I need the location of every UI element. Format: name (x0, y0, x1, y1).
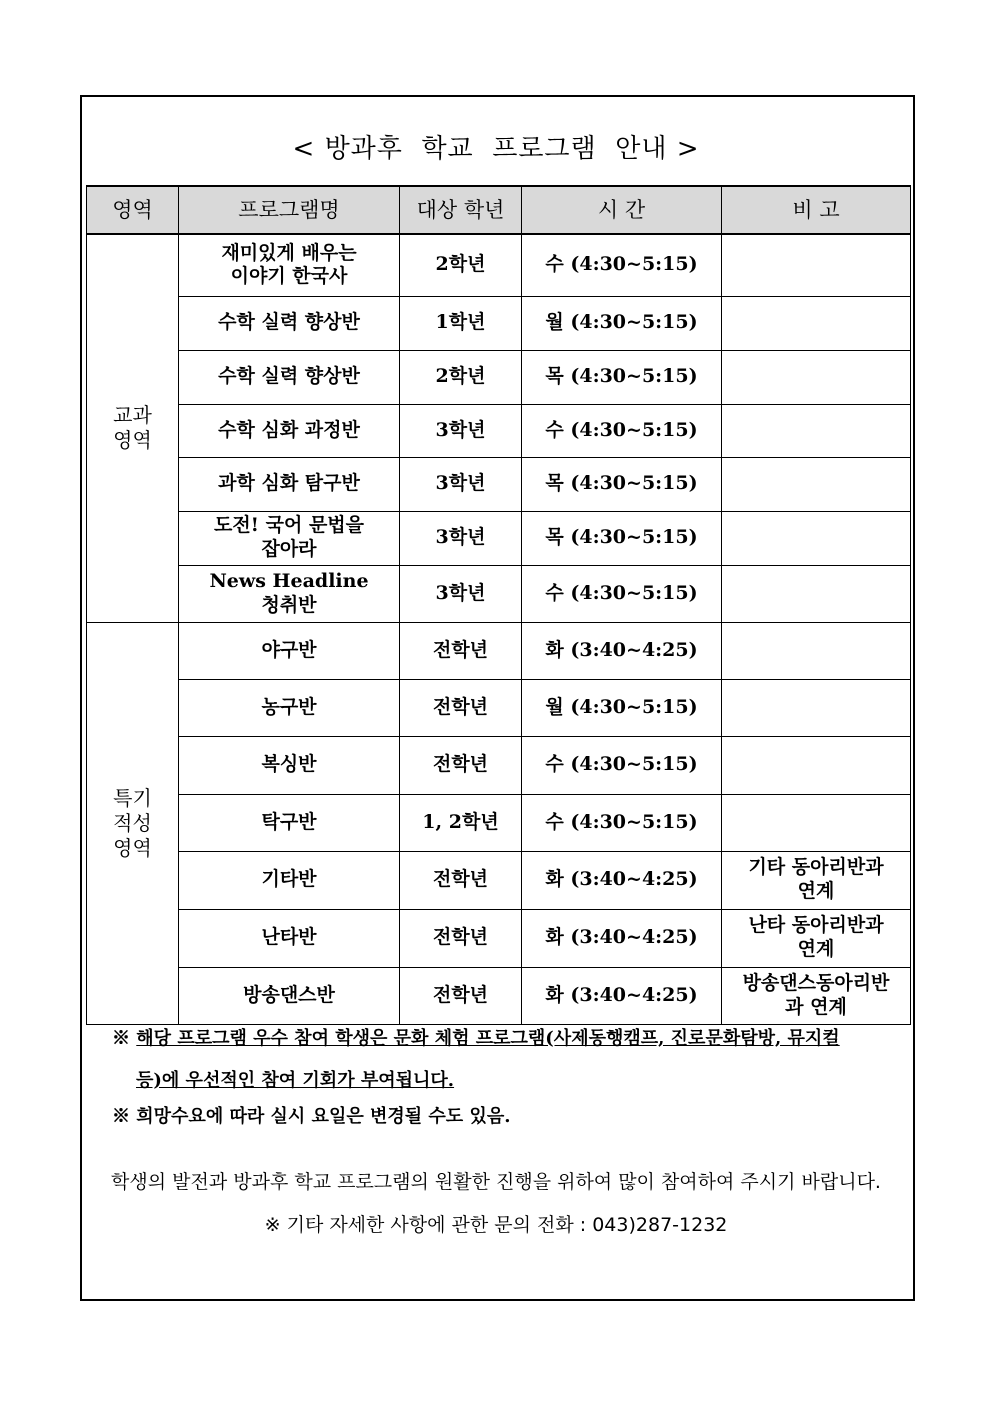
area-cell: 교과 영역 (87, 234, 179, 622)
grade-cell: 전학년 (400, 909, 522, 967)
program-name-cell: 수학 실력 향상반 (179, 296, 400, 350)
header-time: 시 간 (522, 186, 722, 234)
time-cell: 수 (4:30~5:15) (522, 565, 722, 622)
time-cell: 화 (3:40~4:25) (522, 622, 722, 679)
program-name-cell: News Headline 청취반 (179, 565, 400, 622)
note-cell (722, 296, 911, 350)
table-header-row (87, 186, 911, 234)
note-cell (722, 622, 911, 679)
header-target-grade: 대상 학년 (400, 186, 522, 234)
note-cell (722, 794, 911, 851)
time-cell: 목 (4:30~5:15) (522, 350, 722, 404)
note-cell: 기타 동아리반과 연계 (722, 851, 911, 909)
program-name-cell: 과학 심화 탐구반 (179, 457, 400, 511)
table-row (87, 350, 911, 404)
program-name-cell: 재미있게 배우는 이야기 한국사 (179, 234, 400, 296)
program-name-cell: 수학 심화 과정반 (179, 404, 400, 457)
program-name-cell: 복싱반 (179, 736, 400, 794)
grade-cell: 3학년 (400, 457, 522, 511)
closing-message: 학생의 발전과 방과후 학교 프로그램의 원활한 진행을 위하여 많이 참여하여 주시기 바랍니다. (111, 1171, 881, 1193)
note-priority (112, 1024, 912, 1050)
grade-cell: 3학년 (400, 404, 522, 457)
program-table (86, 185, 911, 1025)
table-row (87, 679, 911, 736)
grade-cell: 전학년 (400, 679, 522, 736)
note-cell (722, 565, 911, 622)
program-name-cell: 야구반 (179, 622, 400, 679)
table-row (87, 234, 911, 296)
header-note: 비 고 (722, 186, 911, 234)
note-mark: ※ (112, 1028, 137, 1049)
program-name-cell: 난타반 (179, 909, 400, 967)
table-row (87, 296, 911, 350)
program-name-cell: 수학 실력 향상반 (179, 350, 400, 404)
program-name-cell: 도전! 국어 문법을 잡아라 (179, 511, 400, 565)
table-row (87, 909, 911, 967)
program-name-cell: 탁구반 (179, 794, 400, 851)
time-cell: 화 (3:40~4:25) (522, 967, 722, 1024)
area-cell: 특기 적성 영역 (87, 622, 179, 1024)
time-cell: 수 (4:30~5:15) (522, 794, 722, 851)
table-row (87, 511, 911, 565)
table-row (87, 736, 911, 794)
time-cell: 목 (4:30~5:15) (522, 511, 722, 565)
note-cell (722, 457, 911, 511)
time-cell: 화 (3:40~4:25) (522, 851, 722, 909)
note-priority-line2: 등)에 우선적인 참여 기회가 부여됩니다. (136, 1070, 455, 1091)
time-cell: 수 (4:30~5:15) (522, 736, 722, 794)
note-cell (722, 679, 911, 736)
grade-cell: 전학년 (400, 736, 522, 794)
table-row (87, 565, 911, 622)
time-cell: 수 (4:30~5:15) (522, 234, 722, 296)
note-cell (722, 350, 911, 404)
header-area: 영역 (87, 186, 179, 234)
note-cell (722, 234, 911, 296)
note-cell (722, 404, 911, 457)
grade-cell: 2학년 (400, 350, 522, 404)
note-cell: 방송댄스동아리반 과 연계 (722, 967, 911, 1024)
time-cell: 월 (4:30~5:15) (522, 679, 722, 736)
time-cell: 월 (4:30~5:15) (522, 296, 722, 350)
time-cell: 화 (3:40~4:25) (522, 909, 722, 967)
note-cell (722, 511, 911, 565)
program-name-cell: 기타반 (179, 851, 400, 909)
table-row (87, 404, 911, 457)
table-row (87, 622, 911, 679)
program-name-cell: 농구반 (179, 679, 400, 736)
note-cell: 난타 동아리반과 연계 (722, 909, 911, 967)
table-row (87, 457, 911, 511)
grade-cell: 2학년 (400, 234, 522, 296)
grade-cell: 3학년 (400, 565, 522, 622)
header-program-name: 프로그램명 (179, 186, 400, 234)
note-priority-line1: 해당 프로그램 우수 참여 학생은 문화 체험 프로그램(사제동행캠프, 진로문화탐방, 뮤지컬 (136, 1028, 840, 1049)
grade-cell: 1, 2학년 (400, 794, 522, 851)
time-cell: 수 (4:30~5:15) (522, 404, 722, 457)
contact-info: ※ 기타 자세한 사항에 관한 문의 전화 : 043)287-1232 (264, 1214, 728, 1236)
note-cell (722, 736, 911, 794)
grade-cell: 3학년 (400, 511, 522, 565)
grade-cell: 전학년 (400, 622, 522, 679)
program-name-cell: 방송댄스반 (179, 967, 400, 1024)
grade-cell: 전학년 (400, 967, 522, 1024)
table-row (87, 851, 911, 909)
time-cell: 목 (4:30~5:15) (522, 457, 722, 511)
grade-cell: 전학년 (400, 851, 522, 909)
table-row (87, 967, 911, 1024)
page-title: < 방과후 학교 프로그램 안내 > (292, 134, 700, 164)
grade-cell: 1학년 (400, 296, 522, 350)
table-row (87, 794, 911, 851)
note-schedule-change: ※ 희망수요에 따라 실시 요일은 변경될 수도 있음. (112, 1106, 511, 1127)
